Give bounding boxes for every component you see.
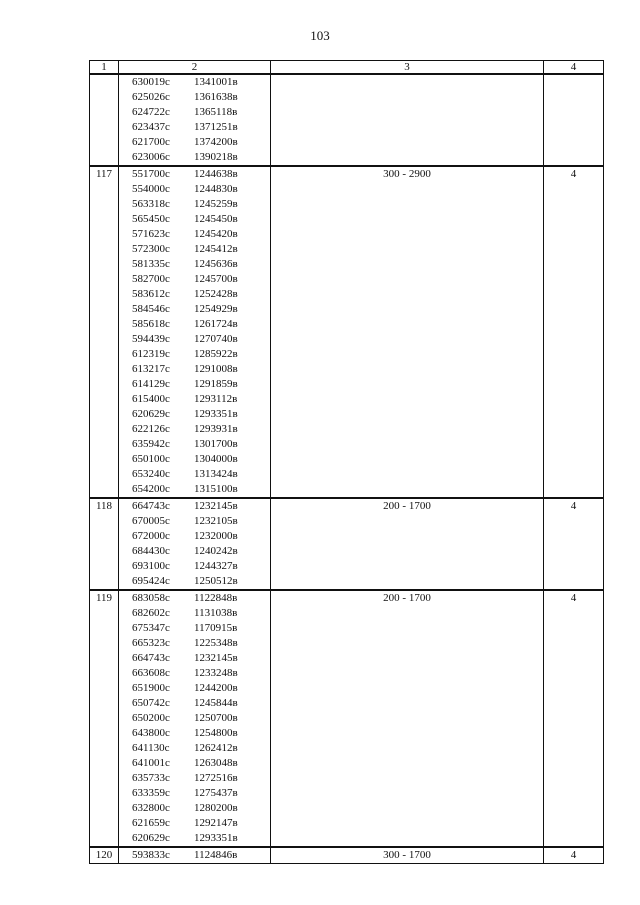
longitude-value: 1232105в: [194, 515, 238, 527]
longitude-value: 1315100в: [194, 483, 238, 495]
coordinate-pair: [132, 437, 270, 452]
longitude-value: 1232145в: [194, 652, 238, 664]
coordinate-pair: [132, 499, 270, 514]
coordinate-pair: [132, 786, 270, 801]
coordinate-pair: [132, 287, 270, 302]
latitude-value: 622126с: [132, 423, 170, 435]
latitude-value: 585618с: [132, 318, 170, 330]
latitude-value: 653240с: [132, 468, 170, 480]
latitude-value: 593833с: [132, 849, 170, 861]
longitude-value: 1232145в: [194, 500, 238, 512]
coordinate-pair: [132, 651, 270, 666]
latitude-value: 650100с: [132, 453, 170, 465]
coordinate-pair: [132, 90, 270, 105]
coordinate-pair: [132, 756, 270, 771]
coordinate-pair: [132, 362, 270, 377]
latitude-value: 572300с: [132, 243, 170, 255]
coordinate-pair: [132, 801, 270, 816]
longitude-value: 1245412в: [194, 243, 238, 255]
table-row: [90, 498, 604, 590]
coordinates-cell: [119, 498, 271, 590]
longitude-value: 1280200в: [194, 802, 238, 814]
longitude-value: 1240242в: [194, 545, 238, 557]
longitude-value: 1291859в: [194, 378, 238, 390]
longitude-value: 1250512в: [194, 575, 238, 587]
coordinate-pair: [132, 257, 270, 272]
latitude-value: 635733с: [132, 772, 170, 784]
row-number: 118: [90, 498, 119, 590]
longitude-value: 1374200в: [194, 136, 238, 148]
coordinate-pair: [132, 197, 270, 212]
latitude-value: 612319с: [132, 348, 170, 360]
longitude-value: 1245450в: [194, 213, 238, 225]
coordinates-table: [89, 60, 604, 864]
coordinate-pair: [132, 726, 270, 741]
altitude-range: 200 - 1700: [271, 590, 544, 847]
coordinate-pair: [132, 467, 270, 482]
coordinate-pair: [132, 422, 270, 437]
longitude-value: 1225348в: [194, 637, 238, 649]
latitude-value: 643800с: [132, 727, 170, 739]
coordinate-pair: [132, 574, 270, 589]
category-value: 4: [544, 590, 604, 847]
longitude-value: 1124846в: [194, 849, 238, 861]
longitude-value: 1390218в: [194, 151, 238, 163]
longitude-value: 1304000в: [194, 453, 238, 465]
coordinate-pair: [132, 150, 270, 165]
coordinate-pair: [132, 317, 270, 332]
longitude-value: 1291008в: [194, 363, 238, 375]
latitude-value: 665323с: [132, 637, 170, 649]
longitude-value: 1245844в: [194, 697, 238, 709]
latitude-value: 621659с: [132, 817, 170, 829]
row-number: [90, 74, 119, 166]
latitude-value: 621700с: [132, 136, 170, 148]
longitude-value: 1275437в: [194, 787, 238, 799]
coordinate-pair: [132, 636, 270, 651]
table-row: [90, 166, 604, 498]
coordinate-pair: [132, 167, 270, 182]
longitude-value: 1245259в: [194, 198, 238, 210]
coordinate-pair: [132, 135, 270, 150]
altitude-range: 200 - 1700: [271, 498, 544, 590]
longitude-value: 1245420в: [194, 228, 238, 240]
table-row: [90, 847, 604, 864]
latitude-value: 582700с: [132, 273, 170, 285]
category-value: 4: [544, 847, 604, 864]
coordinate-pair: [132, 544, 270, 559]
latitude-value: 693100с: [132, 560, 170, 572]
latitude-value: 664743с: [132, 652, 170, 664]
coordinate-pair: [132, 182, 270, 197]
table-body: [90, 74, 604, 864]
coordinate-pair: [132, 120, 270, 135]
longitude-value: 1365118в: [194, 106, 238, 118]
coordinate-pair: [132, 212, 270, 227]
latitude-value: 584546с: [132, 303, 170, 315]
latitude-value: 650200с: [132, 712, 170, 724]
longitude-value: 1293931в: [194, 423, 238, 435]
latitude-value: 614129с: [132, 378, 170, 390]
longitude-value: 1270740в: [194, 333, 238, 345]
longitude-value: 1244200в: [194, 682, 238, 694]
latitude-value: 630019с: [132, 76, 170, 88]
coordinate-pair: [132, 591, 270, 606]
latitude-value: 654200с: [132, 483, 170, 495]
table-row: [90, 74, 604, 166]
altitude-range: 300 - 1700: [271, 847, 544, 864]
longitude-value: 1244327в: [194, 560, 238, 572]
coordinate-pair: [132, 242, 270, 257]
latitude-value: 641130с: [132, 742, 170, 754]
latitude-value: 551700с: [132, 168, 170, 180]
column-header: 3: [271, 61, 544, 75]
coordinate-pair: [132, 621, 270, 636]
category-value: 4: [544, 166, 604, 498]
coordinate-pair: [132, 559, 270, 574]
latitude-value: 620629с: [132, 832, 170, 844]
latitude-value: 632800с: [132, 802, 170, 814]
coordinates-cell: [119, 74, 271, 166]
latitude-value: 635942с: [132, 438, 170, 450]
longitude-value: 1293351в: [194, 408, 238, 420]
row-number: 117: [90, 166, 119, 498]
coordinate-pair: [132, 771, 270, 786]
longitude-value: 1254929в: [194, 303, 238, 315]
header-row: [90, 61, 604, 75]
longitude-value: 1341001в: [194, 76, 238, 88]
coordinate-pair: [132, 529, 270, 544]
coordinate-pair: [132, 452, 270, 467]
row-number: 119: [90, 590, 119, 847]
latitude-value: 581335с: [132, 258, 170, 270]
latitude-value: 565450с: [132, 213, 170, 225]
coordinate-pair: [132, 696, 270, 711]
longitude-value: 1232000в: [194, 530, 238, 542]
longitude-value: 1254800в: [194, 727, 238, 739]
latitude-value: 623437с: [132, 121, 170, 133]
latitude-value: 554000с: [132, 183, 170, 195]
altitude-range: 300 - 2900: [271, 166, 544, 498]
category-value: [544, 74, 604, 166]
coordinate-pair: [132, 741, 270, 756]
coordinate-pair: [132, 711, 270, 726]
coordinate-pair: [132, 816, 270, 831]
coordinate-pair: [132, 606, 270, 621]
latitude-value: 623006с: [132, 151, 170, 163]
longitude-value: 1262412в: [194, 742, 238, 754]
latitude-value: 613217с: [132, 363, 170, 375]
latitude-value: 624722с: [132, 106, 170, 118]
latitude-value: 684430с: [132, 545, 170, 557]
column-header: 2: [119, 61, 271, 75]
coordinate-pair: [132, 377, 270, 392]
latitude-value: 670005с: [132, 515, 170, 527]
longitude-value: 1285922в: [194, 348, 238, 360]
latitude-value: 625026с: [132, 91, 170, 103]
latitude-value: 571623с: [132, 228, 170, 240]
latitude-value: 594439с: [132, 333, 170, 345]
coordinate-pair: [132, 407, 270, 422]
coordinate-pair: [132, 666, 270, 681]
coordinate-pair: [132, 681, 270, 696]
latitude-value: 563318с: [132, 198, 170, 210]
longitude-value: 1245636в: [194, 258, 238, 270]
coordinate-pair: [132, 302, 270, 317]
latitude-value: 663608с: [132, 667, 170, 679]
coordinate-pair: [132, 75, 270, 90]
coordinates-cell: [119, 590, 271, 847]
longitude-value: 1170915в: [194, 622, 238, 634]
page-number: 103: [310, 28, 330, 43]
latitude-value: 620629с: [132, 408, 170, 420]
longitude-value: 1245700в: [194, 273, 238, 285]
coordinates-table-wrapper: [89, 60, 603, 864]
latitude-value: 664743с: [132, 500, 170, 512]
coordinate-pair: [132, 272, 270, 287]
longitude-value: 1301700в: [194, 438, 238, 450]
longitude-value: 1261724в: [194, 318, 238, 330]
coordinate-pair: [132, 831, 270, 846]
longitude-value: 1293112в: [194, 393, 238, 405]
longitude-value: 1292147в: [194, 817, 238, 829]
latitude-value: 641001с: [132, 757, 170, 769]
latitude-value: 695424с: [132, 575, 170, 587]
latitude-value: 682602с: [132, 607, 170, 619]
latitude-value: 615400с: [132, 393, 170, 405]
longitude-value: 1361638в: [194, 91, 238, 103]
longitude-value: 1122848в: [194, 592, 238, 604]
row-number: 120: [90, 847, 119, 864]
longitude-value: 1272516в: [194, 772, 238, 784]
longitude-value: 1250700в: [194, 712, 238, 724]
longitude-value: 1244638в: [194, 168, 238, 180]
column-header: 1: [90, 61, 119, 75]
longitude-value: 1293351в: [194, 832, 238, 844]
latitude-value: 583612с: [132, 288, 170, 300]
longitude-value: 1263048в: [194, 757, 238, 769]
coordinate-pair: [132, 848, 270, 863]
coordinate-pair: [132, 227, 270, 242]
coordinate-pair: [132, 514, 270, 529]
longitude-value: 1371251в: [194, 121, 238, 133]
column-header: 4: [544, 61, 604, 75]
longitude-value: 1313424в: [194, 468, 238, 480]
longitude-value: 1233248в: [194, 667, 238, 679]
longitude-value: 1252428в: [194, 288, 238, 300]
coordinate-pair: [132, 392, 270, 407]
latitude-value: 672000с: [132, 530, 170, 542]
table-row: [90, 590, 604, 847]
coordinate-pair: [132, 332, 270, 347]
latitude-value: 650742с: [132, 697, 170, 709]
latitude-value: 651900с: [132, 682, 170, 694]
category-value: 4: [544, 498, 604, 590]
coordinate-pair: [132, 482, 270, 497]
coordinate-pair: [132, 105, 270, 120]
coordinates-cell: [119, 166, 271, 498]
latitude-value: 633359с: [132, 787, 170, 799]
longitude-value: 1244830в: [194, 183, 238, 195]
latitude-value: 675347с: [132, 622, 170, 634]
coordinates-cell: [119, 847, 271, 864]
coordinate-pair: [132, 347, 270, 362]
longitude-value: 1131038в: [194, 607, 238, 619]
latitude-value: 683058с: [132, 592, 170, 604]
altitude-range: [271, 74, 544, 166]
